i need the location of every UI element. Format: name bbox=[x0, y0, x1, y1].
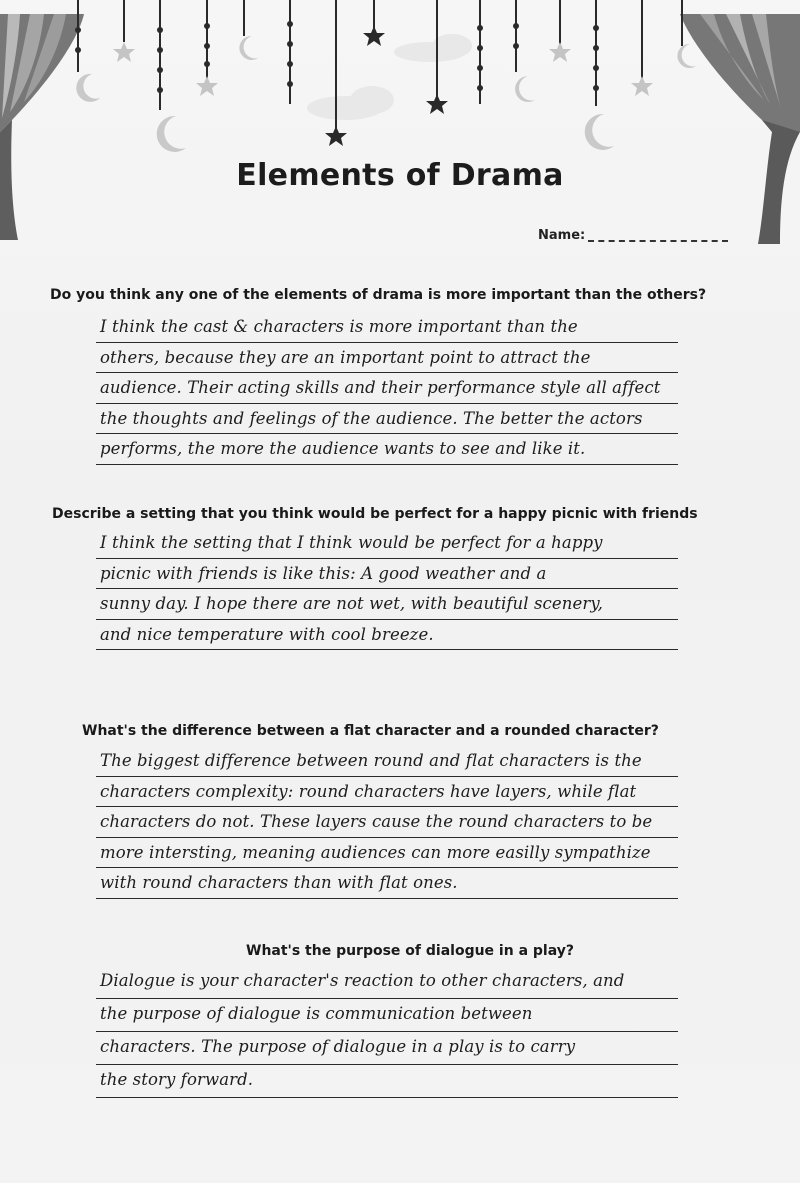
answer-line: characters do not. These layers cause the round characters to be bbox=[96, 807, 678, 838]
curtain-right-icon bbox=[680, 14, 800, 244]
answer-line: performs, the more the audience wants to see and like it. bbox=[96, 434, 678, 465]
answer-line: the thoughts and feelings of the audience. The better the actors bbox=[96, 404, 678, 435]
answer-line: I think the cast & characters is more important than the bbox=[96, 312, 678, 343]
answer-line: with round characters than with flat ones. bbox=[96, 868, 678, 899]
answer-line: The biggest difference between round and flat characters is the bbox=[96, 746, 678, 777]
answer-line: Dialogue is your character's reaction to other characters, and bbox=[96, 966, 678, 999]
question-2: Describe a setting that you think would be perfect for a happy picnic with friends bbox=[52, 506, 698, 522]
answer-line: and nice temperature with cool breeze. bbox=[96, 620, 678, 651]
name-field-line[interactable] bbox=[588, 240, 728, 242]
answer-line: characters. The purpose of dialogue in a play is to carry bbox=[96, 1032, 678, 1065]
answer-line: the story forward. bbox=[96, 1065, 678, 1098]
answer-line: audience. Their acting skills and their performance style all affect bbox=[96, 373, 678, 404]
answer-3 bbox=[96, 746, 678, 899]
answer-line: the purpose of dialogue is communication between bbox=[96, 999, 678, 1032]
answer-line: more intersting, meaning audiences can more easilly sympathize bbox=[96, 838, 678, 869]
question-4: What's the purpose of dialogue in a play? bbox=[246, 943, 574, 959]
cloud-icon bbox=[307, 34, 472, 120]
answer-line: others, because they are an important point to attract the bbox=[96, 343, 678, 374]
answer-line: I think the setting that I think would be perfect for a happy bbox=[96, 528, 678, 559]
worksheet-title: Elements of Drama bbox=[236, 158, 564, 193]
curtain-left-icon bbox=[0, 14, 84, 240]
answer-4 bbox=[96, 966, 678, 1098]
name-label: Name: bbox=[538, 228, 586, 243]
question-3: What's the difference between a flat character and a rounded character? bbox=[82, 723, 659, 739]
theater-header-decoration bbox=[0, 0, 800, 250]
answer-line: picnic with friends is like this: A good weather and a bbox=[96, 559, 678, 590]
answer-line: characters complexity: round characters have layers, while flat bbox=[96, 777, 678, 808]
answer-2 bbox=[96, 528, 678, 650]
question-1: Do you think any one of the elements of drama is more important than the others? bbox=[50, 287, 707, 303]
answer-line: sunny day. I hope there are not wet, with beautiful scenery, bbox=[96, 589, 678, 620]
answer-1 bbox=[96, 312, 678, 465]
